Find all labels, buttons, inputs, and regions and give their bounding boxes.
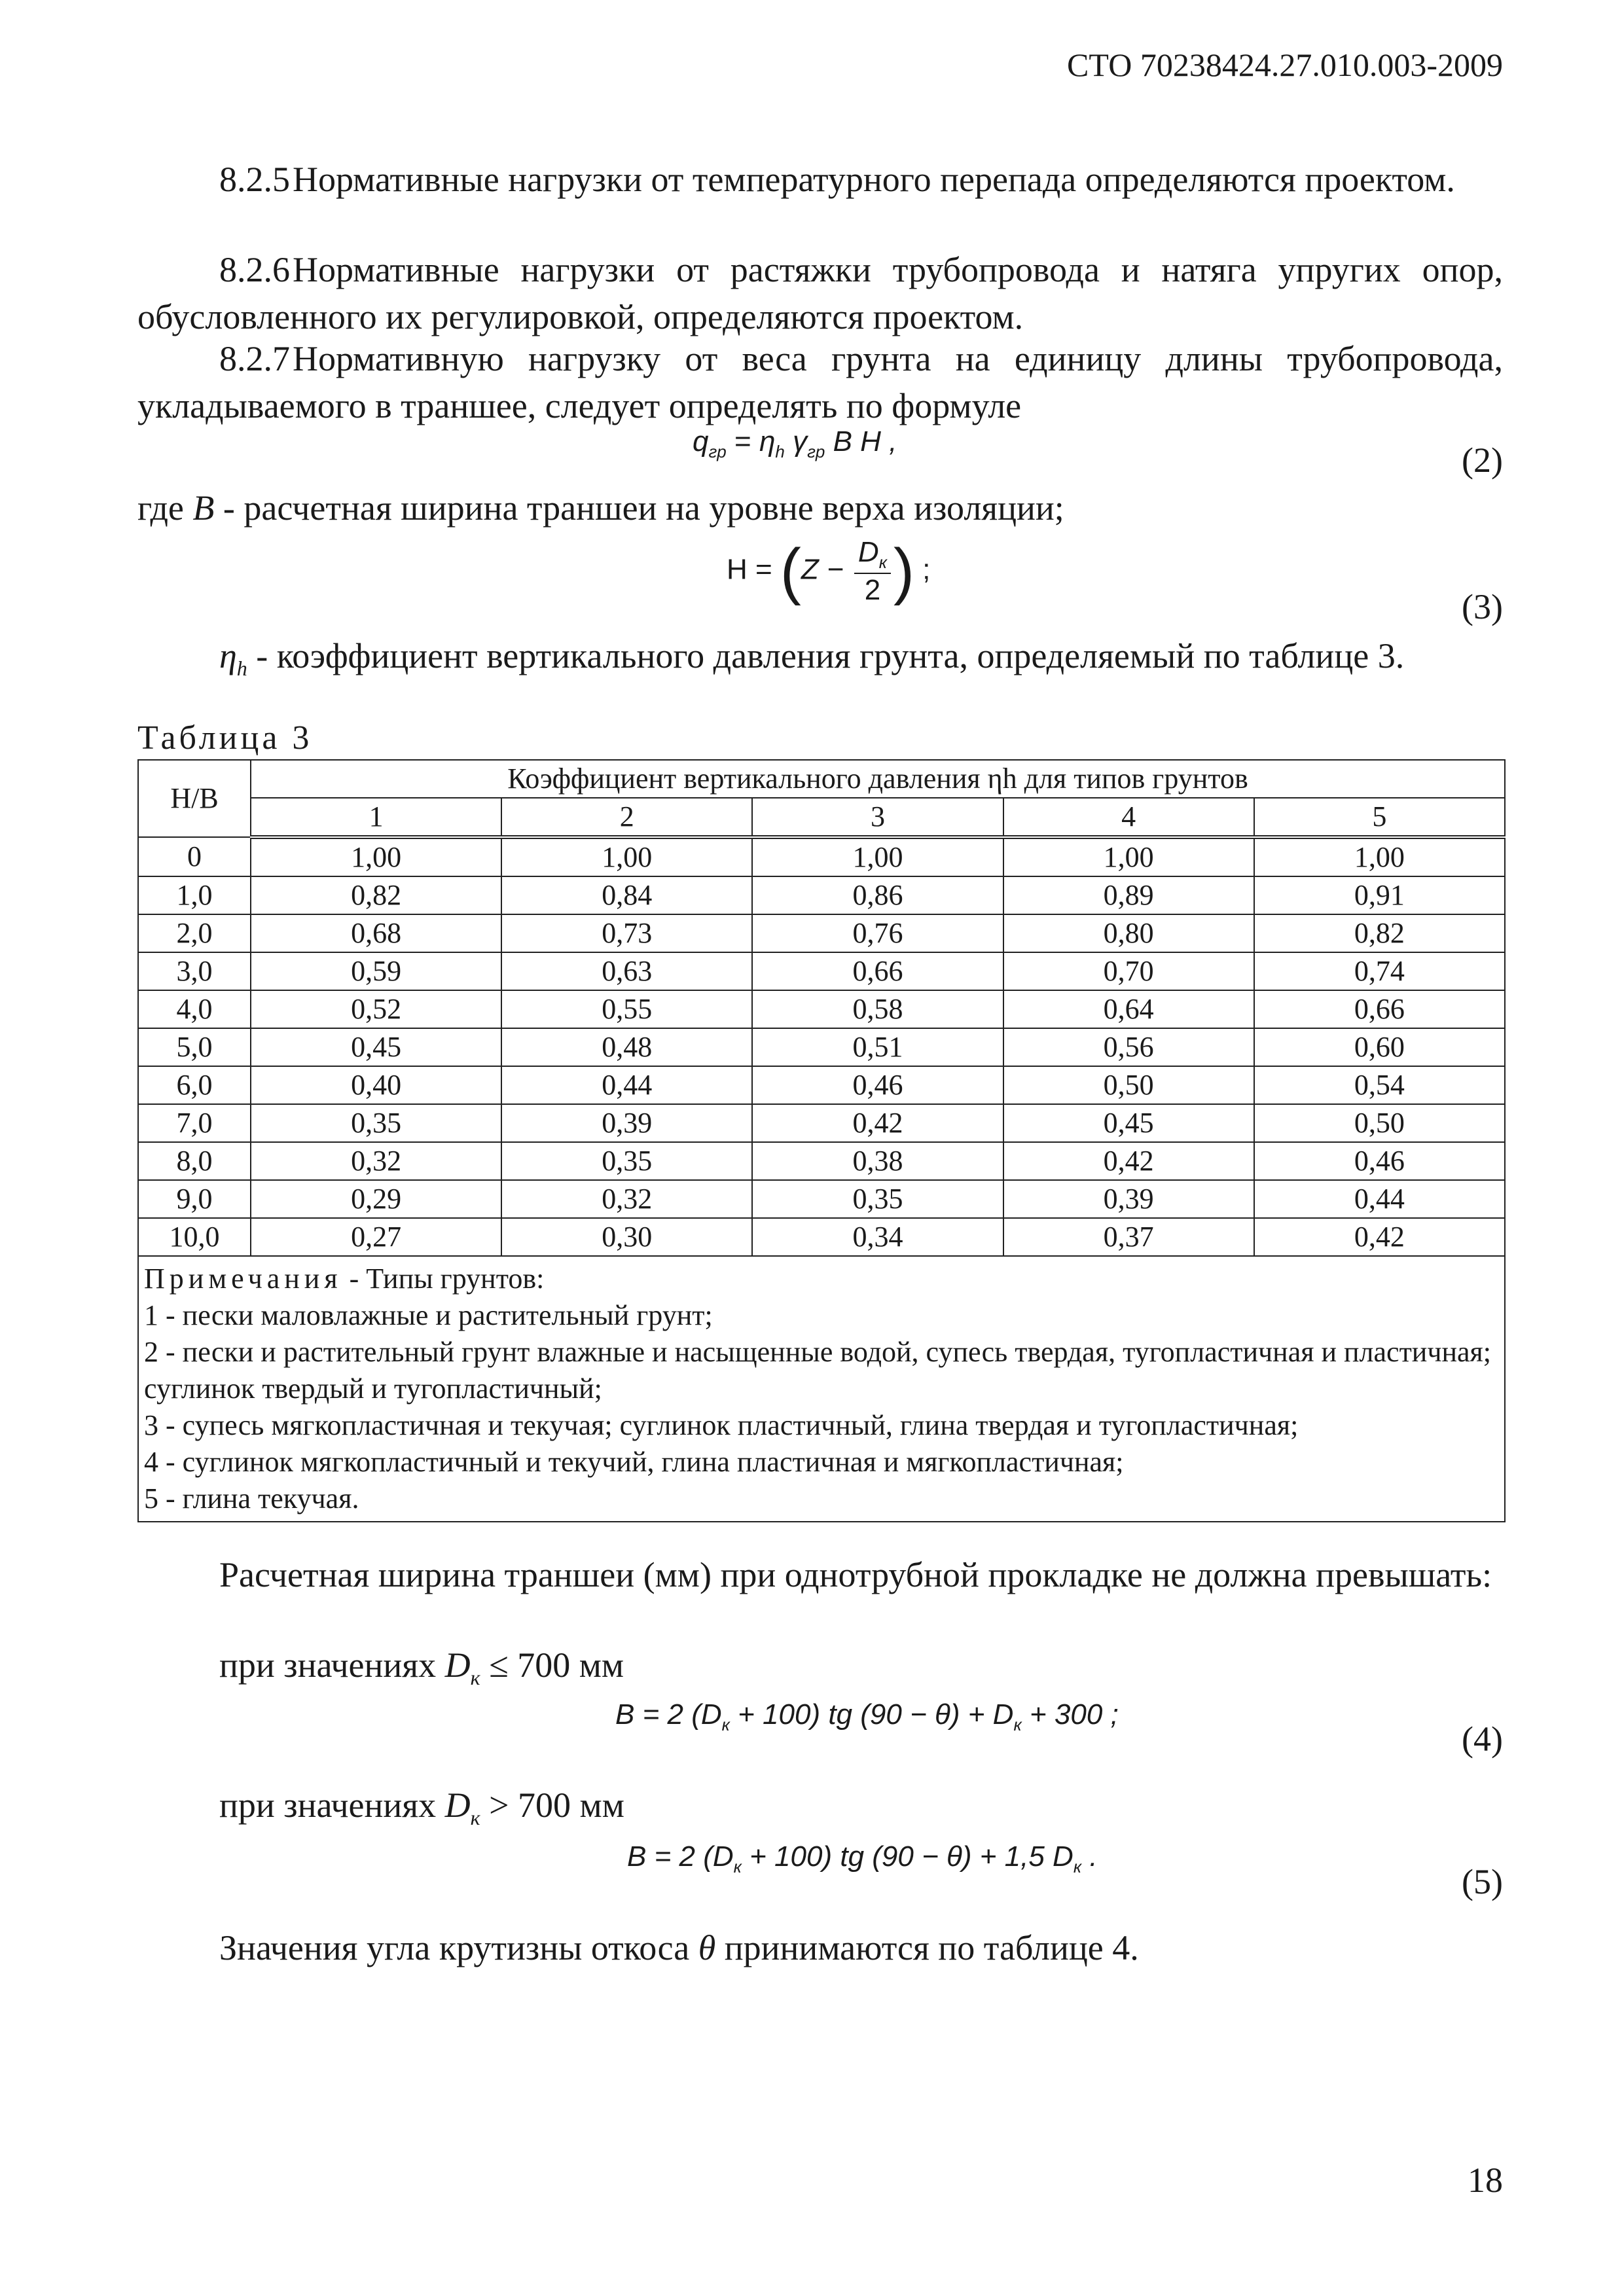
- note-item: 4 - суглинок мягкопластичный и текучий, глина пластичная и мягкопластичная;: [144, 1446, 1124, 1478]
- coefficient-cell: 0,35: [752, 1180, 1003, 1218]
- soil-type-header: 1: [251, 798, 501, 837]
- soil-type-header: 3: [752, 798, 1003, 837]
- section-number: 8.2.6: [219, 250, 290, 289]
- coefficient-cell: 1,00: [752, 837, 1003, 876]
- coefficient-cell: 0,84: [501, 876, 752, 914]
- table-body: [138, 837, 1505, 1256]
- table-row: [138, 1104, 1505, 1142]
- table-row: [138, 876, 1505, 914]
- coefficient-cell: 0,68: [251, 914, 501, 952]
- coefficient-cell: 0,50: [1003, 1066, 1254, 1104]
- table-row: [138, 1218, 1505, 1256]
- coefficient-cell: 0,44: [501, 1066, 752, 1104]
- coefficient-cell: 0,29: [251, 1180, 501, 1218]
- hb-ratio-cell: 5,0: [138, 1028, 251, 1066]
- condition-le-700: при значениях $D_к \le 700$ мм: [219, 1645, 624, 1689]
- coefficient-cell: 1,00: [1003, 837, 1254, 876]
- coefficient-cell: 0,35: [251, 1104, 501, 1142]
- equation-number-2: (2): [1462, 440, 1503, 480]
- coefficient-cell: 0,76: [752, 914, 1003, 952]
- coefficient-cell: 0,37: [1003, 1218, 1254, 1256]
- coefficient-cell: 0,38: [752, 1142, 1003, 1180]
- section-text: Нормативную нагрузку от веса грунта на единицу длины трубопровода, укладываемого в траншее, следует определять по формуле: [137, 339, 1503, 425]
- coefficient-cell: 0,66: [1254, 990, 1505, 1028]
- hb-ratio-cell: 9,0: [138, 1180, 251, 1218]
- table-row: [138, 1180, 1505, 1218]
- note-item: 1 - пески маловлажные и растительный грунт;: [144, 1299, 713, 1331]
- coefficient-cell: 0,80: [1003, 914, 1254, 952]
- document-code: СТО 70238424.27.010.003-2009: [1067, 46, 1503, 83]
- coefficient-cell: 0,45: [1003, 1104, 1254, 1142]
- hb-ratio-cell: 1,0: [138, 876, 251, 914]
- slope-angle-text: Значения угла крутизны откоса θ принимаются по таблице 4.: [219, 1928, 1139, 1967]
- coefficient-cell: 0,39: [501, 1104, 752, 1142]
- table-row: [138, 1142, 1505, 1180]
- where-b-definition: где B - расчетная ширина траншеи на уровне верха изоляции;: [137, 488, 1064, 528]
- coefficient-cell: 0,59: [251, 952, 501, 990]
- coefficient-cell: 0,32: [501, 1180, 752, 1218]
- column-group-header: Коэффициент вертикального давления ηh для типов грунтов: [251, 760, 1505, 798]
- coefficient-cell: 0,42: [1254, 1218, 1505, 1256]
- coefficient-cell: 0,46: [752, 1066, 1003, 1104]
- coefficient-cell: 0,66: [752, 952, 1003, 990]
- notes-label: Примечания: [144, 1263, 342, 1295]
- note-item: 2 - пески и растительный грунт влажные и насыщенные водой, супесь твердая, тугопластичная и пластичная; суглинок твердый и тугопластичный;: [144, 1336, 1492, 1405]
- soil-type-header: 4: [1003, 798, 1254, 837]
- coefficient-cell: 0,82: [1254, 914, 1505, 952]
- equation-number-3: (3): [1462, 587, 1503, 626]
- eta-definition: $\eta_h$ - коэффициент вертикального давления грунта, определяемый по таблице 3.: [219, 636, 1405, 680]
- coefficient-cell: 0,64: [1003, 990, 1254, 1028]
- coefficient-cell: 0,63: [501, 952, 752, 990]
- coefficient-cell: 0,27: [251, 1218, 501, 1256]
- hb-ratio-cell: 0: [138, 837, 251, 876]
- section-number: 8.2.7: [219, 339, 290, 378]
- hb-ratio-cell: 6,0: [138, 1066, 251, 1104]
- coefficient-cell: 0,86: [752, 876, 1003, 914]
- soil-type-header: 5: [1254, 798, 1505, 837]
- table-row: [138, 952, 1505, 990]
- soil-type-header: 2: [501, 798, 752, 837]
- coefficient-cell: 0,40: [251, 1066, 501, 1104]
- section-8-2-5: [137, 156, 1503, 203]
- table-row: [138, 1028, 1505, 1066]
- coefficient-cell: 0,52: [251, 990, 501, 1028]
- coefficient-cell: 0,32: [251, 1142, 501, 1180]
- section-number: 8.2.5: [219, 160, 290, 199]
- section-text: Нормативные нагрузки от температурного перепада определяются проектом.: [293, 160, 1455, 199]
- table-notes: Примечания - Типы грунтов: 1 - пески маловлажные и растительный грунт; 2 - пески и растительный грунт влажные и насыщенные водой, супесь твердая, тугопластичная и пластичная; суглинок твердый и тугопластичный; 3 - супесь мягкопластичная и текучая; суглинок пластичный, глина твердая и тугопластичная; 4 - суглинок мягкопластичный и текучий, глина пластичная и мягкопластичная; 5 - глина текучая.: [138, 1256, 1505, 1522]
- section-8-2-6: [137, 246, 1503, 340]
- coefficient-cell: 1,00: [501, 837, 752, 876]
- coefficient-cell: 0,54: [1254, 1066, 1505, 1104]
- coefficient-cell: 0,48: [501, 1028, 752, 1066]
- table-row: [138, 837, 1505, 876]
- column-header-hb: Н/В: [138, 760, 251, 837]
- table-row: [138, 914, 1505, 952]
- equation-number-5: (5): [1462, 1862, 1503, 1901]
- hb-ratio-cell: 4,0: [138, 990, 251, 1028]
- coefficient-cell: 0,58: [752, 990, 1003, 1028]
- variable-b: B: [192, 488, 215, 528]
- formula-4: B = 2 $(D_к + 100)$ tg $(90 - \theta) + D_к + 300$ ;: [615, 1698, 1119, 1734]
- section-text: Нормативные нагрузки от растяжки трубопровода и натяга упругих опор, обусловленного их регулировкой, определяются проектом.: [137, 250, 1503, 336]
- coefficient-cell: 0,42: [1003, 1142, 1254, 1180]
- width-limit-text: Расчетная ширина траншеи (мм) при однотрубной прокладке не должна превышать:: [219, 1555, 1492, 1594]
- coefficient-cell: 0,39: [1003, 1180, 1254, 1218]
- table-row: [138, 990, 1505, 1028]
- coefficient-cell: 0,82: [251, 876, 501, 914]
- equation-number-4: (4): [1462, 1719, 1503, 1759]
- note-item: 3 - супесь мягкопластичная и текучая; суглинок пластичный, глина твердая и тугопластичная;: [144, 1409, 1299, 1441]
- coefficient-cell: 0,35: [501, 1142, 752, 1180]
- coefficient-cell: 0,91: [1254, 876, 1505, 914]
- hb-ratio-cell: 10,0: [138, 1218, 251, 1256]
- coefficient-cell: 0,42: [752, 1104, 1003, 1142]
- hb-ratio-cell: 3,0: [138, 952, 251, 990]
- coefficient-cell: 0,74: [1254, 952, 1505, 990]
- hb-ratio-cell: 2,0: [138, 914, 251, 952]
- coefficient-cell: 0,50: [1254, 1104, 1505, 1142]
- coefficient-cell: 0,55: [501, 990, 752, 1028]
- formula-3: H = (Z − $\frac{D_к}{2}$ ) ;: [727, 536, 931, 606]
- coefficient-cell: 0,44: [1254, 1180, 1505, 1218]
- coefficient-cell: 0,73: [501, 914, 752, 952]
- coefficient-cell: 0,34: [752, 1218, 1003, 1256]
- table-3: [137, 759, 1506, 1522]
- hb-ratio-cell: 8,0: [138, 1142, 251, 1180]
- formula-2: $q_{гр} = \eta_h$ $\gamma_{гр}$ B H ,: [693, 425, 897, 461]
- coefficient-cell: 0,70: [1003, 952, 1254, 990]
- hb-ratio-cell: 7,0: [138, 1104, 251, 1142]
- coefficient-cell: 1,00: [1254, 837, 1505, 876]
- note-item: 5 - глина текучая.: [144, 1482, 359, 1515]
- table-row: [138, 1066, 1505, 1104]
- coefficient-cell: 0,45: [251, 1028, 501, 1066]
- coefficient-cell: 1,00: [251, 837, 501, 876]
- coefficient-cell: 0,46: [1254, 1142, 1505, 1180]
- coefficient-cell: 0,30: [501, 1218, 752, 1256]
- coefficient-cell: 0,60: [1254, 1028, 1505, 1066]
- table-title: Таблица 3: [137, 719, 313, 757]
- coefficient-cell: 0,89: [1003, 876, 1254, 914]
- condition-gt-700: при значениях $D_к > 700$ мм: [219, 1785, 624, 1829]
- coefficient-cell: 0,51: [752, 1028, 1003, 1066]
- page-number: 18: [1468, 2161, 1503, 2200]
- section-8-2-7: [137, 335, 1503, 429]
- formula-5: B = 2 $(D_к + 100)$ tg (90 − θ) + 1,5 $D_к$ .: [627, 1840, 1098, 1876]
- coefficient-cell: 0,56: [1003, 1028, 1254, 1066]
